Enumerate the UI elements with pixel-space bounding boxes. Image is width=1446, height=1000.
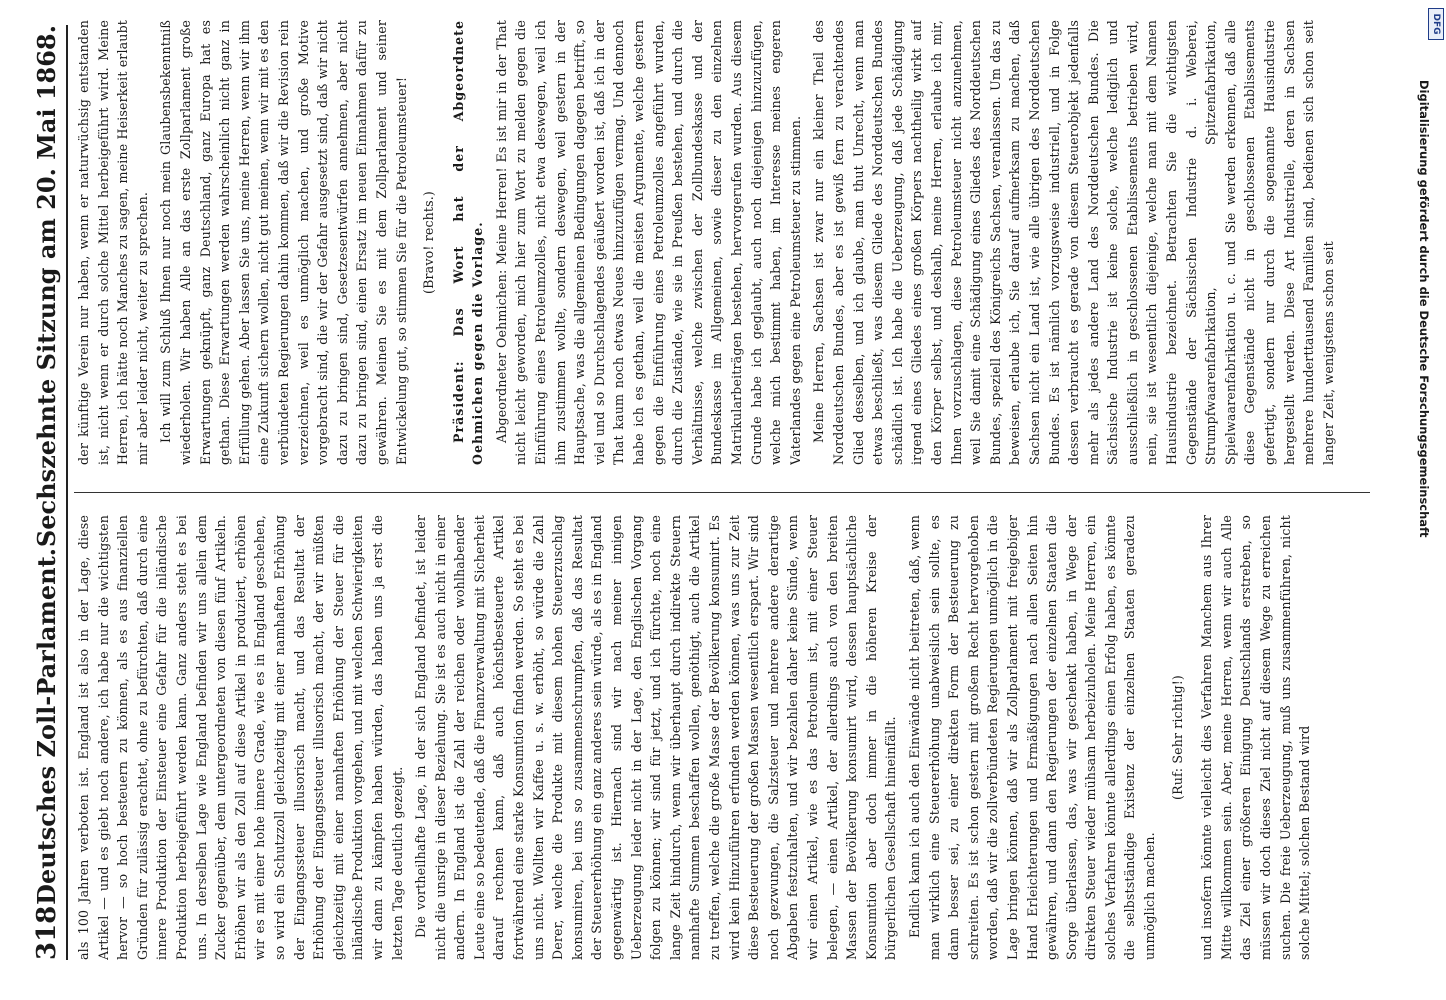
page-number: 318: [32, 905, 62, 960]
paragraph: Die vortheilhafte Lage, in der sich England befindet, ist leider nicht die unsrige in dieser Beziehung. Sie ist es auch nicht in einer andern. In England ist die Zahl der reichen oder wohlhabender Leute eine so bedeutende, daß die Finanzverwaltung mit Sicherheit darauf rechnen kann, daß auch höchstbesteuerte Artikel fortwährend eine starke Konsumtion finden werden. So steht es bei uns nicht. Wollten wir Kaffee u. s. w. erhöht, so würde die Zahl Derer, welche die Produkte mit diesem hohen Steuerzuschlag konsumiren, bei uns so zusammenschrumpfen, daß das Resultat der Steuererhöhung ein ganz anderes sein würde, als es in England gegenwärtig ist. Hiernach sind wir nach meiner innigen Ueberzeugung leider nicht in der Lage, den Englischen Vorgang folgen zu können; wir sind für jetzt, und ich fürchte, noch eine lange Zeit hindurch, wenn wir überhaupt durch indirekte Steuern namhafte Summen beschaffen wollen, genöthigt, auch die Artikel zu treffen, welche die große Masse der Bevölkerung konsumirt. Es wird kein Hinzuführen erfunden werden können, was uns zur Zeit diese Besteuerung der großen Massen wesentlich erspart. Wir sind noch gezwungen, die Salzsteuer und mehrere andere derartige Abgaben festzuhalten, und wir bezahlen daher keine Sünde, wenn wir einen Artikel, wie es das Petroleum ist, mit einer Steuer belegen, — einen Artikel, der allerdings auch von den breiten Massen der Bevölkerung konsumirt wird, dessen hauptsächliche Konsumtion aber doch immer in die höheren Kreise der bürgerlichen Gesellschaft hineinfällt.: [413, 515, 899, 960]
column-divider: [74, 492, 1370, 493]
paragraph: und insofern könnte vielleicht dies Verfahren Manchem aus Ihrer Mitte willkommen sein. Aber, meine Herren, wenn wir auch Alle das Ziel einer größeren Einigung Deutschlands erstreben, so müssen wir doch dieses Ziel nicht auf diesem Wege zu erreichen suchen. Die freie Ueberzeugung, muß uns zusammenführen, nicht solche Mittel; solchen Bestand wird: [1199, 515, 1313, 960]
page-header: [20, 25, 68, 960]
left-column: [74, 515, 1370, 960]
dfg-logo: [1428, 8, 1444, 40]
paragraph: Meine Herren, Sachsen ist zwar nur ein kleiner Theil des Norddeutschen Bundes, aber es ist gewiß fern zu verachtendes Glied desselben, und ich glaube, man thut Unrecht, wenn man etwas beschließt, was diesem Gliede des Norddeutschen Bundes schädlich ist. Ich habe die Ueberzeugung, daß jede Schädigung irgend eines Gliedes eines großen Körpers nachtheilig wirkt auf den Körper selbst, und deshalb, meine Herren, erlaube ich mir, Ihnen vorzuschlagen, diese Petroleumsteuer nicht anzunehmen, weil Sie damit eine Schädigung eines Gliedes des Norddeutschen Bundes, speziell des Königreichs Sachsen, veranlassen. Um das zu beweisen, erlaube ich, Sie darauf aufmerksam zu machen, daß Sachsen nicht ein Land ist, wie alle übrigen des Norddeutschen Bundes. Es ist nämlich vorzugsweise industriell, und in Folge dessen verbraucht es gerade von diesem Steuerobjekt jedenfalls mehr als jedes andere Land des Norddeutschen Bundes. Die Sächsische Industrie ist keine solche, welche lediglich und ausschließlich in geschlossenen Etablissements betrieben wird, nein, sie ist wesentlich diejenige, welche man mit dem Namen Hausindustrie bezeichnet. Betrachten Sie die wichtigsten Gegenstände der Sächsischen Industrie d. i. Weberei, Strumpfwaarenfabrikation, Spitzenfabrikation, Spielwaarenfabrikation u. c. und Sie werden erkennen, daß alle diese Gegenstände nicht in geschlossenen Etablissements gefertigt, sondern nur durch die sogenannte Hausindustrie hergestellt werden. Diese Art Industrielle, deren in Sachsen mehrere hunderttausend Familien sind, bedienen sich schon seit langer Zeit, wenigstens schon seit: [811, 20, 1336, 465]
paragraph: der künftige Verein nur haben, wenn er naturwüchsig entstanden ist, nicht wenn er durch solche Mittel herbeigeführt wird. Meine Herren, ich hätte noch Manches zu sagen, meine Heiserkeit erlaubt mir aber leider nicht, weiter zu sprechen.: [76, 20, 150, 465]
running-title-left: Deutsches Zoll-Parlament.: [32, 547, 61, 905]
paragraph: Ich will zum Schluß Ihnen nur noch mein Glaubensbekenntniß wiederholen. Wir haben Alle an das erste Zollparlament große Erwartungen geknüpft, ganz Deutschland, ganz Europa hat es gethan. Diese Erwartungen werden wahrscheinlich nicht ganz in Erfüllung gehen. Aber lassen Sie uns, meine Herren, wenn wir ihm eine Zukunft sichern wollen, nicht gut meinen, wenn wir mit es den verbündeten Regierungen dahin kommen, daß wir die Revision rein verzeichnen, weil es unmöglich machen, und große Motive vorgebracht sind, die wir der Gefahr ausgesetzt sind, daß wir nicht dazu zu bringen sind, Gesetzesentwürfen annehmen, aber nicht dazu zu bringen sind, einen Ersatz im neuen Einnahmen dafür zu gewähren. Meinen Sie es mit dem Zollparlament und seiner Entwickelung gut, so stimmen Sie für die Petroleumsteuer!: [158, 20, 409, 465]
interjection: (Bravo! rechts.): [421, 191, 437, 294]
paragraph: Abgeordneter Oehmichen: Meine Herren! Es ist mir in der That nicht leicht geworden, mich hier zum Wort zu melden gegen die Einführung eines Petroleumzolles, nicht etwa deswegen, weil ich ihm zustimmen wollte, sondern deswegen, weil gestern in der Hauptsache, was die allgemeinen Bedingungen dagegen betrifft, so viel und so Durchschlagendes geäußert worden ist, daß ich in der That kaum noch etwas Neues hinzuzufügen vermag. Und dennoch habe ich es gethan, weil die meisten Argumente, welche gestern gegen die Einführung eines Petroleumzolles angeführt wurden, durch die Zustände, wie sie in Preußen bestehen, und durch die Verhältnisse, welche zwischen der Zollbundeskasse und der Bundeskasse im Allgemeinen, sowie dieser zu den einzelnen Matrikularbeiträgen bestehen, hervorgerufen wurden. Aus diesem Grunde habe ich geglaubt, auch noch diejenigen hinzuzufügen, welche mich bestimmt haben, im Interesse meines engeren Vaterlandes gegen eine Petroleumsteuer zu stimmen.: [493, 20, 803, 465]
right-column: [74, 20, 1370, 465]
digitization-credit: [1402, 0, 1446, 1000]
president-statement: Präsident: Das Wort hat der Abgeordnete Oehmichen gegen die Vorlage.: [450, 20, 486, 465]
paragraph: als 100 Jahren verboten ist. England ist also in der Lage, diese Artikel — und es giebt noch andere, ich habe nur die wichtigsten hervor — so hoch besteuern zu können, als es aus finanziellen Gründen für zulässig erachtet, ohne zu befürchten, daß durch eine innere Produktion der Einsteuer eine Gefahr für die inländische Produktion herbeigeführt werden kann. Ganz anders steht es bei uns. In derselben Lage wie England befinden wir uns allein dem Zucker gegenüber, dem untergeordneten von diesen fünf Artikeln. Erhöhen wir als den Zoll auf diese Artikel in produziert, erhöhen wir es mit einer hohe innere Grade, wie es in England geschehen, so wird ein Schutzzoll gleichzeitig mit einer namhaften Erhöhung der Eingangssteuer illusorisch macht, und das Resultat der Erhöhung der Eingangssteuer illusorisch macht, der wir müßten gleichzeitig mit einer namhaften Erhöhung der Steuer für die inländische Produktion vorgehen, und mit welchen Schwierigkeiten wir dann zu kämpfen haben würden, das haben uns ja erst die letzten Tage deutlich gezeigt.: [76, 515, 405, 960]
credit-text: Digitalisierung gefördert durch die Deutsche Forschungsgemeinschaft: [1417, 80, 1431, 538]
interjection: (Ruf: Sehr richtig!): [1169, 675, 1185, 800]
paragraph: Endlich kann ich auch den Einwände nicht beitreten, daß, wenn man wirklich eine Steuererhöhung unabweislich sein sollte, es dann besser sei, zu einer direkten Form der Besteuerung zu schreiten. Es ist schon gestern mit großem Recht hervorgehoben worden, daß wir die zollverbündeten Regierungen unmöglich in die Lage bringen können, daß wir als Zollparlament mit freigebiger Hand Erleichterungen und Ermäßigungen nach allen Seiten hin gewähren, und dann den Regierungen der einzelnen Staaten die Sorge überlassen, das, was wir geschenkt haben, in Wege der direkten Steuer wieder mühsam herbeizuholen. Meine Herren, ein solches Verfahren könnte allerdings einen Erfolg haben, es könnte die selbstständige Existenz der einzelnen Staaten geradezu unmöglich machen.: [906, 515, 1158, 960]
running-title-right: Sechszehnte Sitzung am 20. Mai 1868.: [32, 25, 61, 548]
dfg-logo-text: DFG: [1431, 13, 1441, 35]
